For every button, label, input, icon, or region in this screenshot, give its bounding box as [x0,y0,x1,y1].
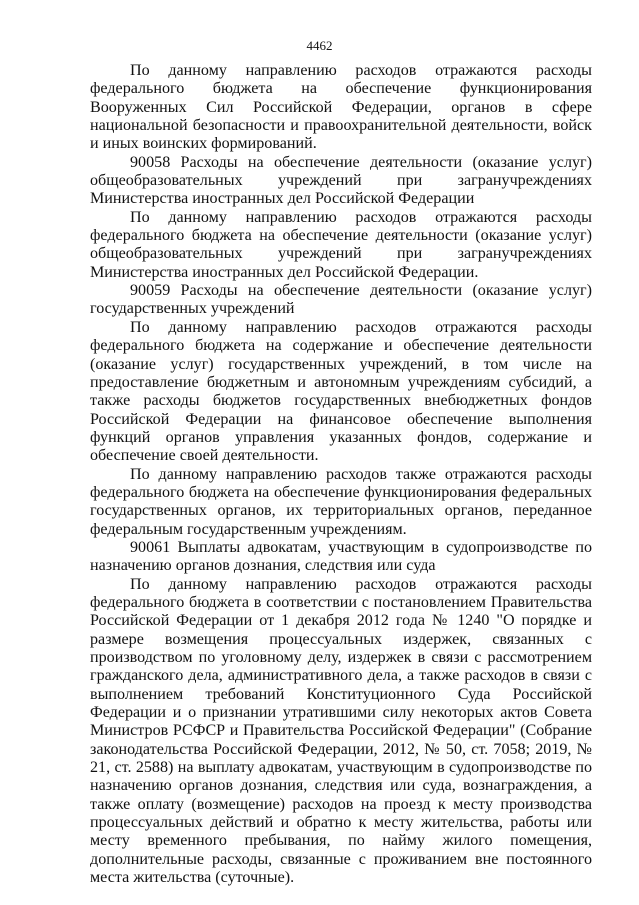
paragraph-2-code-90058: 90058 Расходы на обеспечение деятельности (оказание услуг) общеобразовательных учреждений при загранучреждениях Министерства иностранных дел Российской Федерации [90,153,592,208]
page-number: 4462 [306,38,333,53]
paragraph-5: По данному направлению расходов отражаются расходы федерального бюджета на содержание и обеспечение деятельности (оказание услуг) государственных учреждений, в том числе на предоставление бюджетным и автономным учреждениям субсидий, а также расходы бюджетов государственных внебюджетных фондов Российской Федерации на финансовое обеспечение выполнения функций органов управления указанных фондов, содержание и обеспечение своей деятельности. [90,318,592,465]
paragraph-3: По данному направлению расходов отражаются расходы федерального бюджета на обеспечение деятельности (оказание услуг) общеобразовательных учреждений при загранучреждениях Министерства иностранных дел Российской Федерации. [90,208,592,281]
paragraph-8: По данному направлению расходов отражаются расходы федерального бюджета в соответствии с постановлением Правительства Российской Федерации от 1 декабря 2012 года № 1240 "О порядке и размере возмещения процессуальных издержек, связанных с производством по уголовному делу, издержек в связи с рассмотрением гражданского дела, административного дела, а также расходов в связи с выполнением требований Конституционного Суда Российской Федерации и о признании утратившими силу некоторых актов Совета Министров РСФСР и Правительства Российской Федерации" (Собрание законодательства Российской Федерации, 2012, № 50, ст. 7058; 2019, № 21, ст. 2588) на выплату адвокатам, участвующим в судопроизводстве по назначению органов дознания, следствия или суда, вознаграждения, а также оплату (возмещение) расходов на проезд к месту производства процессуальных действий и обратно к месту жительства, работы или месту временного пребывания, по найму жилого помещения, дополнительные расходы, связанные с проживанием вне постоянного места жительства (суточные). [90,575,592,887]
paragraph-1: По данному направлению расходов отражаются расходы федерального бюджета на обеспечение функционирования Вооруженных Сил Российской Федерации, органов в сфере национальной безопасности и правоохранительной деятельности, войск и иных воинских формирований. [90,62,592,153]
paragraph-7-code-90061: 90061 Выплаты адвокатам, участвующим в судопроизводстве по назначению органов дознания, следствия или суда [90,538,592,575]
paragraph-4-code-90059: 90059 Расходы на обеспечение деятельности (оказание услуг) государственных учреждений [90,282,592,318]
document-body [90,62,592,887]
paragraph-6: По данному направлению расходов также отражаются расходы федерального бюджета на обеспечение функционирования федеральных государственных органов, их территориальных органов, переданное федеральным государственным учреждениям. [90,465,592,538]
